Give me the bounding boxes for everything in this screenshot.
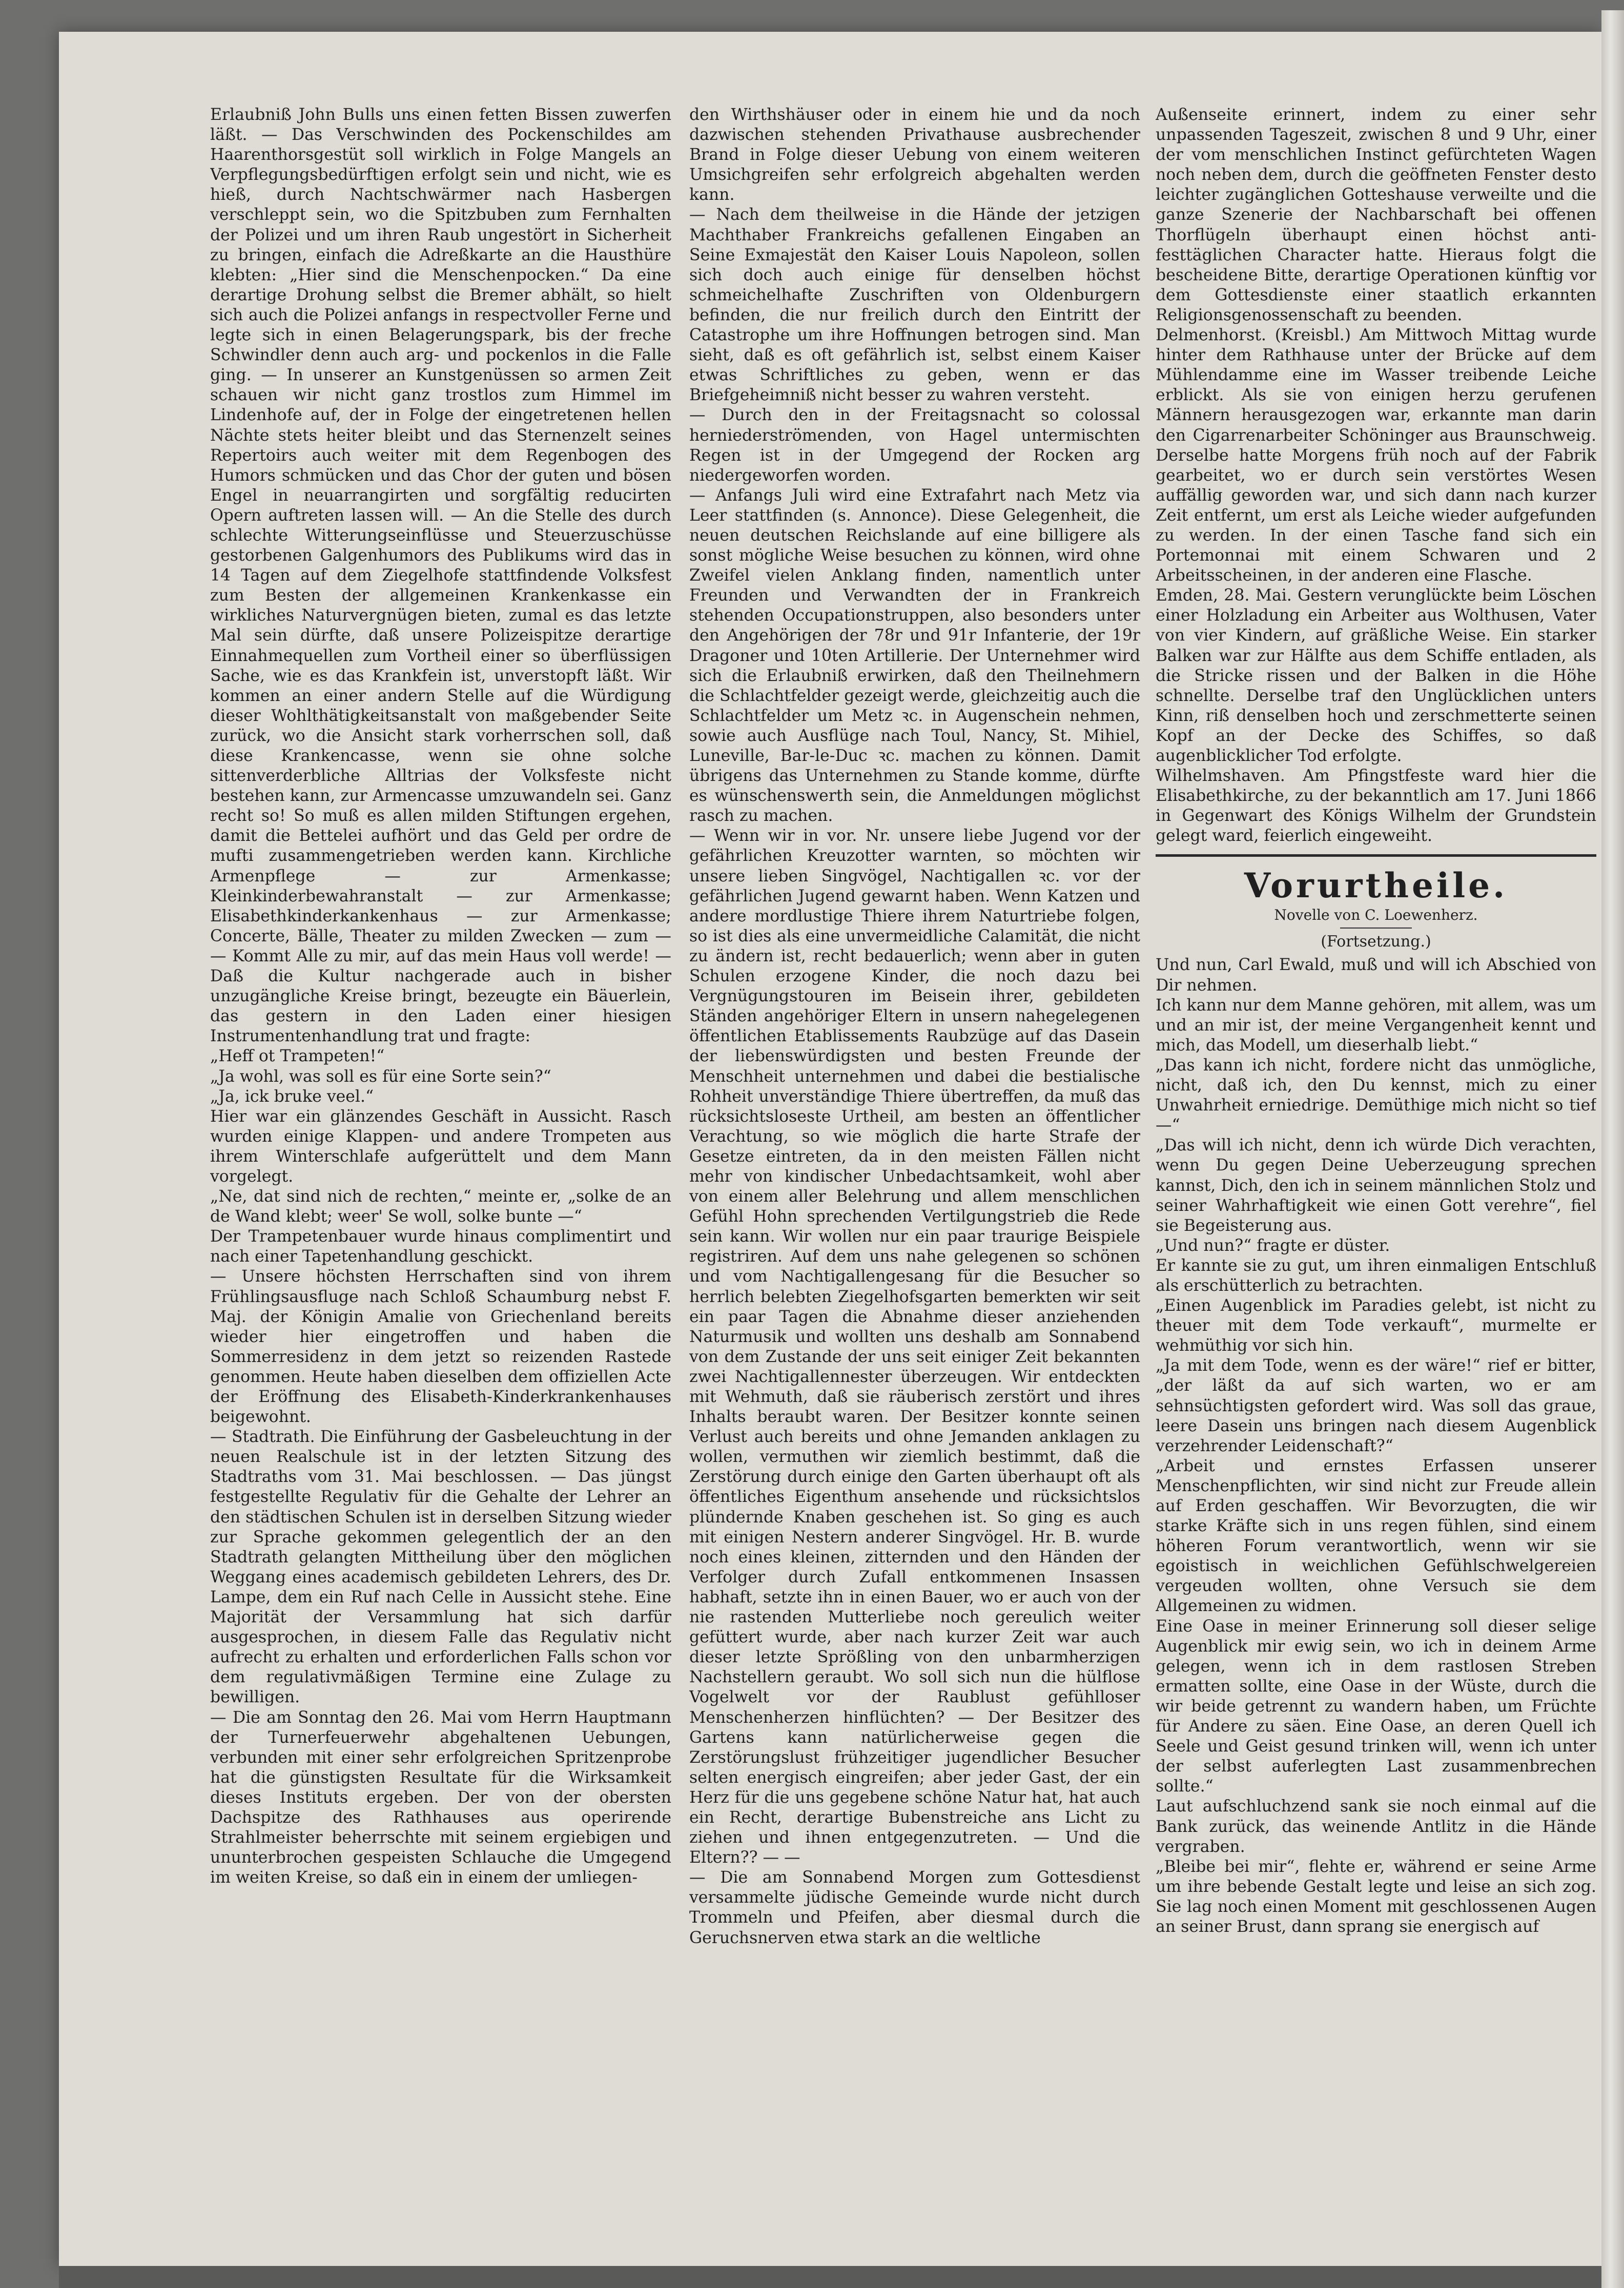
paragraph: Der Trampetenbauer wurde hinaus complimentirt und nach einer Tapetenhandlung geschickt. [210, 1227, 671, 1266]
news-item-extrafahrt: — Anfangs Juli wird eine Extrafahrt nach Metz via Leer stattfinden (s. Annonce). Diese Gelegenheit, die neuen deutschen Reichslande auf eine billigere als sonst mögliche Weise besuchen zu können, wird ohne Zweifel vielen Anklang finden, namentlich unter Freunden und Verwandten der in Frankreich stehenden Occupationstruppen, also besonders unter den Angehörigen der 78r und 91r Infanterie, der 19r Dragoner und 10ten Artillerie. Der Unternehmer wird sich die Erlaubniß erwirken, daß den Theilnehmern die Schlachtfelder gezeigt werde, gleichzeitig auch die Schlachtfelder um Metz ꝛc. in Augenschein nehmen, sowie auch Ausflüge nach Toul, Nancy, St. Mihiel, Luneville, Bar-le-Duc ꝛc. machen zu können. Damit übrigens das Unternehmen zu Stande komme, dürfte es wünschenswerth sein, die Anmeldungen möglichst rasch zu machen. [689, 486, 1140, 826]
paragraph: den Wirthshäuser oder in einem hie und da noch dazwischen stehenden Privathause ausbrechender Brand in Folge dieser Uebung von einem weiteren Umsichgreifen sehr erfolgreich abgehalten werden kann. [689, 106, 1140, 204]
news-item-delmenhorst: Delmenhorst. (Kreisbl.) Am Mittwoch Mittag wurde hinter dem Rathhause unter der Brücke auf dem Mühlendamme eine im Wasser treibende Leiche erblickt. Als sie von einigen herzu gerufenen Männern herausgezogen war, erkannte man darin den Cigarrenarbeiter Schöninger aus Braunschweig. Derselbe hatte Morgens früh noch auf der Fabrik gearbeitet, wo er durch sein verstörtes Wesen auffällig geworden war, und sich dann nach kurzer Zeit entfernt, um erst als Leiche wieder aufgefunden zu werden. In der einen Tasche fand sich ein Portemonnai mit einem Schwaren und 2 Arbeitsscheinen, in der anderen eine Flasche. [1156, 326, 1596, 585]
story-paragraph: „Ja mit dem Tode, wenn es der wäre!“ rief er bitter, „der läßt da auf sich warten, wo er am sehnsüchtigsten gefordert wird. Was soll das graue, leere Dasein uns bringen nach diesem Augenblick verzehrender Leidenschaft?“ [1156, 1356, 1596, 1455]
story-paragraph: „Einen Augenblick im Paradies gelebt, ist nicht zu theuer mit dem Tode verkauft“, murmelte er wehmüthig vor sich hin. [1156, 1296, 1596, 1355]
column-3 [1156, 105, 1596, 2155]
story-paragraph: „Das will ich nicht, denn ich würde Dich verachten, wenn Du gegen Deine Ueberzeugung sprechen kannst, Dich, den ich in seinem männlichen Stolz und seiner Wahrhaftigkeit wie einen Gott verehre“, fiel sie Begeisterung aus. [1156, 1136, 1596, 1235]
dialogue-line: „Ja, ick bruke veel.“ [210, 1087, 374, 1106]
story-paragraph: Laut aufschluchzend sank sie noch einmal auf die Bank zurück, das weinende Antlitz in die Hände vergraben. [1156, 1797, 1596, 1856]
byline-divider [1340, 927, 1412, 929]
news-item-emden: Emden, 28. Mai. Gestern verunglückte beim Löschen einer Holzladung ein Arbeiter aus Wolthusen, Vater von vier Kindern, auf gräßliche Weise. Ein starker Balken war zur Hälfte aus dem Schiffe entladen, als die Stricke rissen und der Balken in die Höhe schnellte. Derselbe traf den Unglücklichen unters Kinn, riß denselben hoch und zerschmetterte seinen Kopf an der Decke des Schiffes, so daß augenblicklicher Tod erfolgte. [1156, 586, 1596, 765]
news-item-oldenburgern: — Nach dem theilweise in die Hände der jetzigen Machthaber Frankreichs gefallenen Eingaben an Seine Exmajestät den Kaiser Louis Napoleon, sollen sich doch auch einige für denselben höchst schmeichelhafte Zuschriften von Oldenburgern befinden, die nur freilich durch den Eintritt der Catastrophe um ihre Hoffnungen betrogen sind. Man sieht, daß es oft gefährlich ist, selbst einem Kaiser etwas Schriftliches zu geben, wenn er das Briefgeheimniß nicht besser zu wahren versteht. [689, 205, 1140, 405]
dialogue-line: „Ne, dat sind nich de rechten,“ meinte er, „solke de an de Wand klebt; weer' Se woll, solke bunte —“ [210, 1187, 671, 1226]
story-paragraph: Ich kann nur dem Manne gehören, mit allem, was um und an mir ist, der meine Vergangenheit kennt und mich, das Modell, um dieserhalb liebt.“ [1156, 996, 1596, 1055]
story-paragraph: „Arbeit und ernstes Erfassen unserer Menschenpflichten, wir sind nicht zur Freude allein auf Erden geschaffen. Wir Bevorzugten, die wir starke Kräfte sich in uns regen fühlen, sind einem höheren Forum verantwortlich, wenn wir sie egoistisch in weichlichen Gefühlschwelgereien vergeuden wollten, ohne Versuch sie dem Allgemeinen zu widmen. [1156, 1456, 1596, 1616]
story-paragraph: „Bleibe bei mir“, flehte er, während er seine Arme um ihre bebende Gestalt legte und leise an sich zog. Sie lag noch einen Moment mit geschlossenen Augen an seiner Brust, dann sprang sie energisch auf [1156, 1857, 1596, 1936]
news-item-stadtrath: — Stadtrath. Die Einführung der Gasbeleuchtung in der neuen Realschule ist in der letzten Sitzung des Stadtraths vom 31. Mai beschlossen. — Das jüngst festgestellte Regulativ für die Gehalte der Lehrer an den städtischen Schulen ist in derselben Sitzung wieder zur Sprache gekommen gelegentlich der an den Stadtrath gelangten Mittheilung über den möglichen Weggang eines academisch gebildeten Lehrers, des Dr. Lampe, dem ein Ruf nach Celle in Aussicht stehe. Eine Majorität der Versammlung hat sich darfür ausgesprochen, in diesem Falle das Regulativ nicht aufrecht zu erhalten und erforderlichen Falls schon vor dem regulativmäßigen Termine eine Zulage zu bewilligen. [210, 1428, 671, 1707]
news-item-jugend: — Wenn wir in vor. Nr. unsere liebe Jugend vor der gefährlichen Kreuzotter warnten, so möchten wir unsere lieben Singvögel, Nachtigallen ꝛc. vor der gefährlichen Jugend gewarnt haben. Wenn Katzen und andere mordlustige Thiere ihrem Naturtriebe folgen, so ist dies als eine unvermeidliche Calamität, die nicht zu ändern ist, recht bedauerlich; wenn aber in guten Schulen erzogene Kinder, die noch dazu bei Vergnügungstouren im Beisein ihrer, gebildeten Ständen angehöriger Eltern in unsern nahegelegenen öffentlichen Etablissements Raubzüge auf das Dasein der liebenswürdigsten und besten Freunde der Menschheit unternehmen und dabei die bestialische Rohheit unverständige Thiere übertreffen, da muß das rücksichtsloseste Urtheil, am besten an öffentlicher Verachtung, so wie möglich die harte Strafe der Gesetze eintreten, da in den meisten Fällen nicht mehr von kindischer Unbedachtsamkeit, wohl aber von einem aller Belehrung und allem menschlichen Gefühl Hohn sprechenden Vertilgungstrieb die Rede sein kann. Wir wollen nur ein paar traurige Beispiele registriren. Auf dem uns nahe gelegenen so schönen und vom Nachtigallengesang für die Besucher so herrlich belebten Ziegelhofsgarten bemerkten wir seit ein paar Tagen die Abnahme dieser anziehenden Naturmusik und wollten uns deshalb am Sonnabend von dem Zustande der uns seit einiger Zeit bekannten zwei Nachtigallennester überzeugen. Wir entdeckten mit Wehmuth, daß sie räuberisch zerstört und ihres Inhalts beraubt waren. Der Besitzer konnte seinen Verlust auch bereits und ohne Jemanden anklagen zu wollen, vermuthen wir ziemlich bestimmt, daß die Zerstörung durch einige den Garten überhaupt oft als öffentliches Eigenthum ansehende und rücksichtslos plündernde Knaben geschehen ist. So ging es auch mit einigen Nestern anderer Singvögel. Hr. B. wurde noch eines kleinen, zitternden und den Händen der Verfolger durch Zufall entkommenen Insassen habhaft, setzte ihn in einen Bauer, wo er auch von der nie rastenden Mutterliebe noch gereulich weiter gefüttert wurde, aber nach kurzer Zeit war auch dieser letzte Sprößling von den unbarmherzigen Nachstellern geraubt. Wo soll sich nun die hülflose Vogelwelt vor der Raublust gefühlloser Menschenherzen hinflüchten? — Der Besitzer des Gartens kann natürlicherweise gegen die Zerstörungslust frühzeitiger jugendlicher Besucher selten energisch eingreifen; aber jeder Gast, der ein Herz für die uns gegebene schöne Natur hat, hat auch ein Recht, derartige Bubenstreiche ans Licht zu ziehen und ihnen entgegenzutreten. — Und die Eltern?? — — [689, 827, 1140, 1867]
news-item-wilhelmshaven: Wilhelmshaven. Am Pfingstfeste ward hier die Elisabethkirche, zu der bekanntlich am 17. Juni 1866 in Gegenwart des Königs Wilhelm der Grundstein gelegt ward, feierlich eingeweiht. [1156, 767, 1596, 846]
news-item-gemeinde: — Die am Sonnabend Morgen zum Gottesdienst versammelte jüdische Gemeinde wurde nicht durch Trommeln und Pfeifen, aber diesmal durch die Geruchsnerven etwa stark an die weltliche [689, 1868, 1140, 1947]
dialogue-line: „Heff ot Trampeten!“ [210, 1047, 385, 1066]
column-1 [210, 105, 671, 2114]
dialogue-line: „Ja wohl, was soll es für eine Sorte sein?“ [210, 1067, 551, 1086]
continuation-note: (Fortsetzung.) [1321, 933, 1431, 951]
feuilleton-title: Vorurtheile. [1244, 865, 1508, 906]
paragraph: Außenseite erinnert, indem zu einer sehr unpassenden Tageszeit, zwischen 8 und 9 Uhr, einer der vom menschlichen Instinct gefürchteten Wagen noch neben dem, durch die geöffneten Fenster desto leichter zugänglichen Gotteshause verweilte und die ganze Szenerie der Nachbarschaft bei offenen Thorflügeln überhaupt einen höchst anti-festtäglichen Character hatte. Hieraus folgt die bescheidene Bitte, derartige Operationen künftig vor dem Gottesdienste einer staatlich erkannten Religionsgenossenschaft zu beenden. [1156, 106, 1596, 324]
page-edge [1601, 10, 1624, 2288]
story-paragraph: Er kannte sie zu gut, um ihren einmaligen Entschluß als erschütterlich zu betrachten. [1156, 1256, 1596, 1295]
feuilleton-byline: Novelle von C. Loewenherz. [1274, 906, 1478, 924]
news-item-feuerwehr: — Die am Sonntag den 26. Mai vom Herrn Hauptmann der Turnerfeuerwehr abgehaltenen Uebungen, verbunden mit einer sehr erfolgreichen Spritzenprobe hat die günstigsten Resultate für die Wirksamkeit dieses Instituts ergeben. Der von der obersten Dachspitze des Rathhauses aus operirende Strahlmeister beherrschte mit seinem ergiebigen und ununterbrochen gespeisten Schlauche die Umgegend im weiten Kreise, so daß ein in einem der umliegen- [210, 1708, 671, 1887]
story-paragraph: Eine Oase in meiner Erinnerung soll dieser selige Augenblick mir ewig sein, wo ich in deinem Arme gelegen, wenn ich in dem rastlosen Streben ermatten sollte, eine Oase in der Wüste, durch die wir beide getrennt zu wandern haben, um Früchte für Andere zu säen. Eine Oase, an deren Quell ich Seele und Geist gesund trinken will, wenn ich unter der selbst auferlegten Last zusammenbrechen sollte.“ [1156, 1617, 1596, 1796]
scan-border [59, 2266, 1601, 2288]
paragraph: Erlaubniß John Bulls uns einen fetten Bissen zuwerfen läßt. — Das Verschwinden des Pockenschildes am Haarenthorsgestüt soll wirklich in Folge Mangels an Verpflegungsbedürftigen erfolgt sein und nicht, wie es hieß, durch Nachtschwärmer nach Hasbergen verschleppt sein, wo die Spitzbuben zum Fernhalten der Polizei und um ihren Raub ungestört in Sicherheit zu bringen, einfach die Adreßkarte an die Hausthüre klebten: „Hier sind die Menschenpocken.“ Da eine derartige Drohung selbst die Bremer abhält, so hielt sich auch die Polizei anfangs in respectvoller Ferne und legte sich in einen Belagerungspark, bis der freche Schwindler denn auch arg- und pockenlos in die Falle ging. — In unserer an Kunstgenüssen so armen Zeit schauen wir nicht ganz trostlos zum Himmel im Lindenhofe auf, der in Folge der eingetretenen hellen Nächte stets heiter bleibt und das Sternenzelt seines Repertoirs auch weiter mit dem Regenbogen des Humors schmücken und das Chor der guten und bösen Engel in neuarrangirten und sorgfältig reducirten Opern auftreten lassen will. — An die Stelle des durch schlechte Witterungseinflüsse und Steuerzuschüsse gestorbenen Galgenhumors des Publikums wird das in 14 Tagen auf dem Ziegelhofe stattfindende Volksfest zum Besten der allgemeinen Krankenkasse ein wirkliches Naturvergnügen bieten, zumal es das letzte Mal sein dürfte, daß unsere Polizeispitze derartige Einnahmequellen zum Vortheil einer so überflüssigen Sache, wie es das Krankfein ist, unverstopft läßt. Wir kommen an einer andern Stelle auf die Würdigung dieser Wohlthätigkeitsanstalt von maßgebender Seite zurück, wo die Ansicht stark vorherrschen soll, daß diese Krankencasse, wenn sie ohne solche sittenverderbliche Alltrias der Volksfeste nicht bestehen kann, zur Armencasse umzuwandeln sei. Ganz recht so! So muß es allen milden Stiftungen ergehen, damit die Bettelei aufhört und das Geld per ordre de mufti zusammengetrieben werden kann. Kirchliche Armenpflege — zur Armenkasse; Kleinkinderbewahranstalt — zur Armenkasse; Elisabethkinderkankenhaus — zur Armenkasse; Concerte, Bälle, Theater zu milden Zwecken — zum — — Kommt Alle zu mir, auf das mein Haus voll werde! — Daß die Kultur nachgerade auch in bisher unzugängliche Kreise bringt, bezeugte ein Bäuerlein, das gestern in den Laden einer hiesigen Instrumentenhandlung trat und fragte: [210, 106, 671, 1046]
story-paragraph: Und nun, Carl Ewald, muß und will ich Abschied von Dir nehmen. [1156, 956, 1596, 995]
story-paragraph: „Und nun?“ fragte er düster. [1156, 1236, 1390, 1255]
story-paragraph: „Das kann ich nicht, fordere nicht das unmögliche, nicht, daß ich, den Du kennst, mich zu einer Unwahrheit erniedrige. Demüthige mich nicht so tief —“ [1156, 1056, 1596, 1135]
paragraph: Hier war ein glänzendes Geschäft in Aussicht. Rasch wurden einige Klappen- und andere Trompeten aus ihrem Winterschlafe aufgerüttelt und dem Mann vorgelegt. [210, 1107, 671, 1186]
column-2 [689, 105, 1140, 2114]
news-item-herrschaften: — Unsere höchsten Herrschaften sind von ihrem Frühlingsausfluge nach Schloß Schaumburg nebst F. Maj. der Königin Amalie von Griechenland bereits wieder hier eingetroffen und haben die Sommerresidenz in dem jetzt so reizenden Rastede genommen. Heute haben dieselben dem offiziellen Acte der Eröffnung des Elisabeth-Kinderkrankenhauses beigewohnt. [210, 1267, 671, 1427]
news-item-regen: — Durch den in der Freitagsnacht so colossal herniederströmenden, von Hagel untermischten Regen ist in der Umgegend der Rocken arg niedergeworfen worden. [689, 406, 1140, 485]
section-divider [1156, 854, 1596, 857]
